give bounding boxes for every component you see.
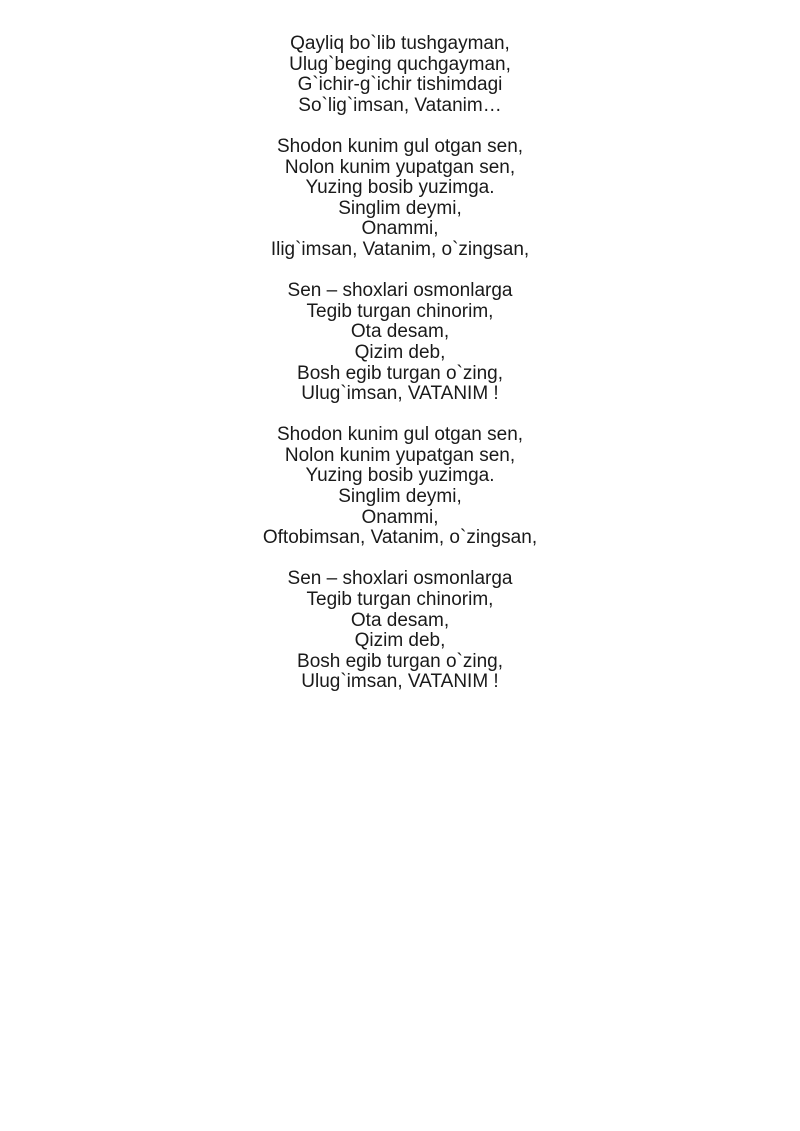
poem-line: Yuzing bosib yuzimga.	[305, 465, 495, 487]
poem-line: Ota desam,	[350, 321, 450, 343]
stanza-3	[0, 281, 800, 405]
poem-line: Tegib turgan chinorim,	[306, 300, 494, 322]
poem-line: G`ichir-g`ichir tishimdagi	[297, 74, 503, 96]
poem-line: Qizim deb,	[354, 630, 446, 652]
poem-line: Nolon kunim yupatgan sen,	[284, 444, 516, 466]
poem-line: Nolon kunim yupatgan sen,	[284, 156, 516, 178]
poem-line: Yuzing bosib yuzimga.	[305, 177, 495, 199]
poem-line: Sen – shoxlari osmonlarga	[287, 568, 513, 590]
poem-line: Ulug`imsan, VATANIM !	[301, 671, 499, 693]
poem-line: Ota desam,	[350, 609, 450, 631]
poem-line: Sen – shoxlari osmonlarga	[287, 280, 513, 302]
poem-line: Ulug`beging quchgayman,	[289, 53, 511, 75]
poem-line: Singlim deymi,	[338, 197, 462, 219]
poem-line: Onammi,	[361, 506, 439, 528]
poem-line: So`lig`imsan, Vatanim…	[298, 94, 502, 116]
poem-line: Shodon kunim gul otgan sen,	[276, 424, 524, 446]
poem-line: Ilig`imsan, Vatanim, o`zingsan,	[270, 238, 530, 260]
poem-line: Qizim deb,	[354, 341, 446, 363]
poem-line: Qayliq bo`lib tushgayman,	[290, 33, 510, 54]
poem-page	[0, 34, 800, 693]
stanza-4	[0, 425, 800, 549]
poem-line: Onammi,	[361, 218, 439, 240]
poem-line: Bosh egib turgan o`zing,	[297, 650, 503, 672]
stanza-5	[0, 569, 800, 693]
poem-line: Singlim deymi,	[338, 486, 462, 508]
poem-line: Shodon kunim gul otgan sen,	[276, 135, 524, 157]
poem-line: Tegib turgan chinorim,	[306, 589, 494, 611]
stanza-2	[0, 137, 800, 261]
poem-line: Ulug`imsan, VATANIM !	[301, 383, 499, 405]
poem-line: Oftobimsan, Vatanim, o`zingsan,	[262, 527, 538, 549]
poem-line: Bosh egib turgan o`zing,	[297, 362, 503, 384]
stanza-1	[0, 34, 800, 116]
